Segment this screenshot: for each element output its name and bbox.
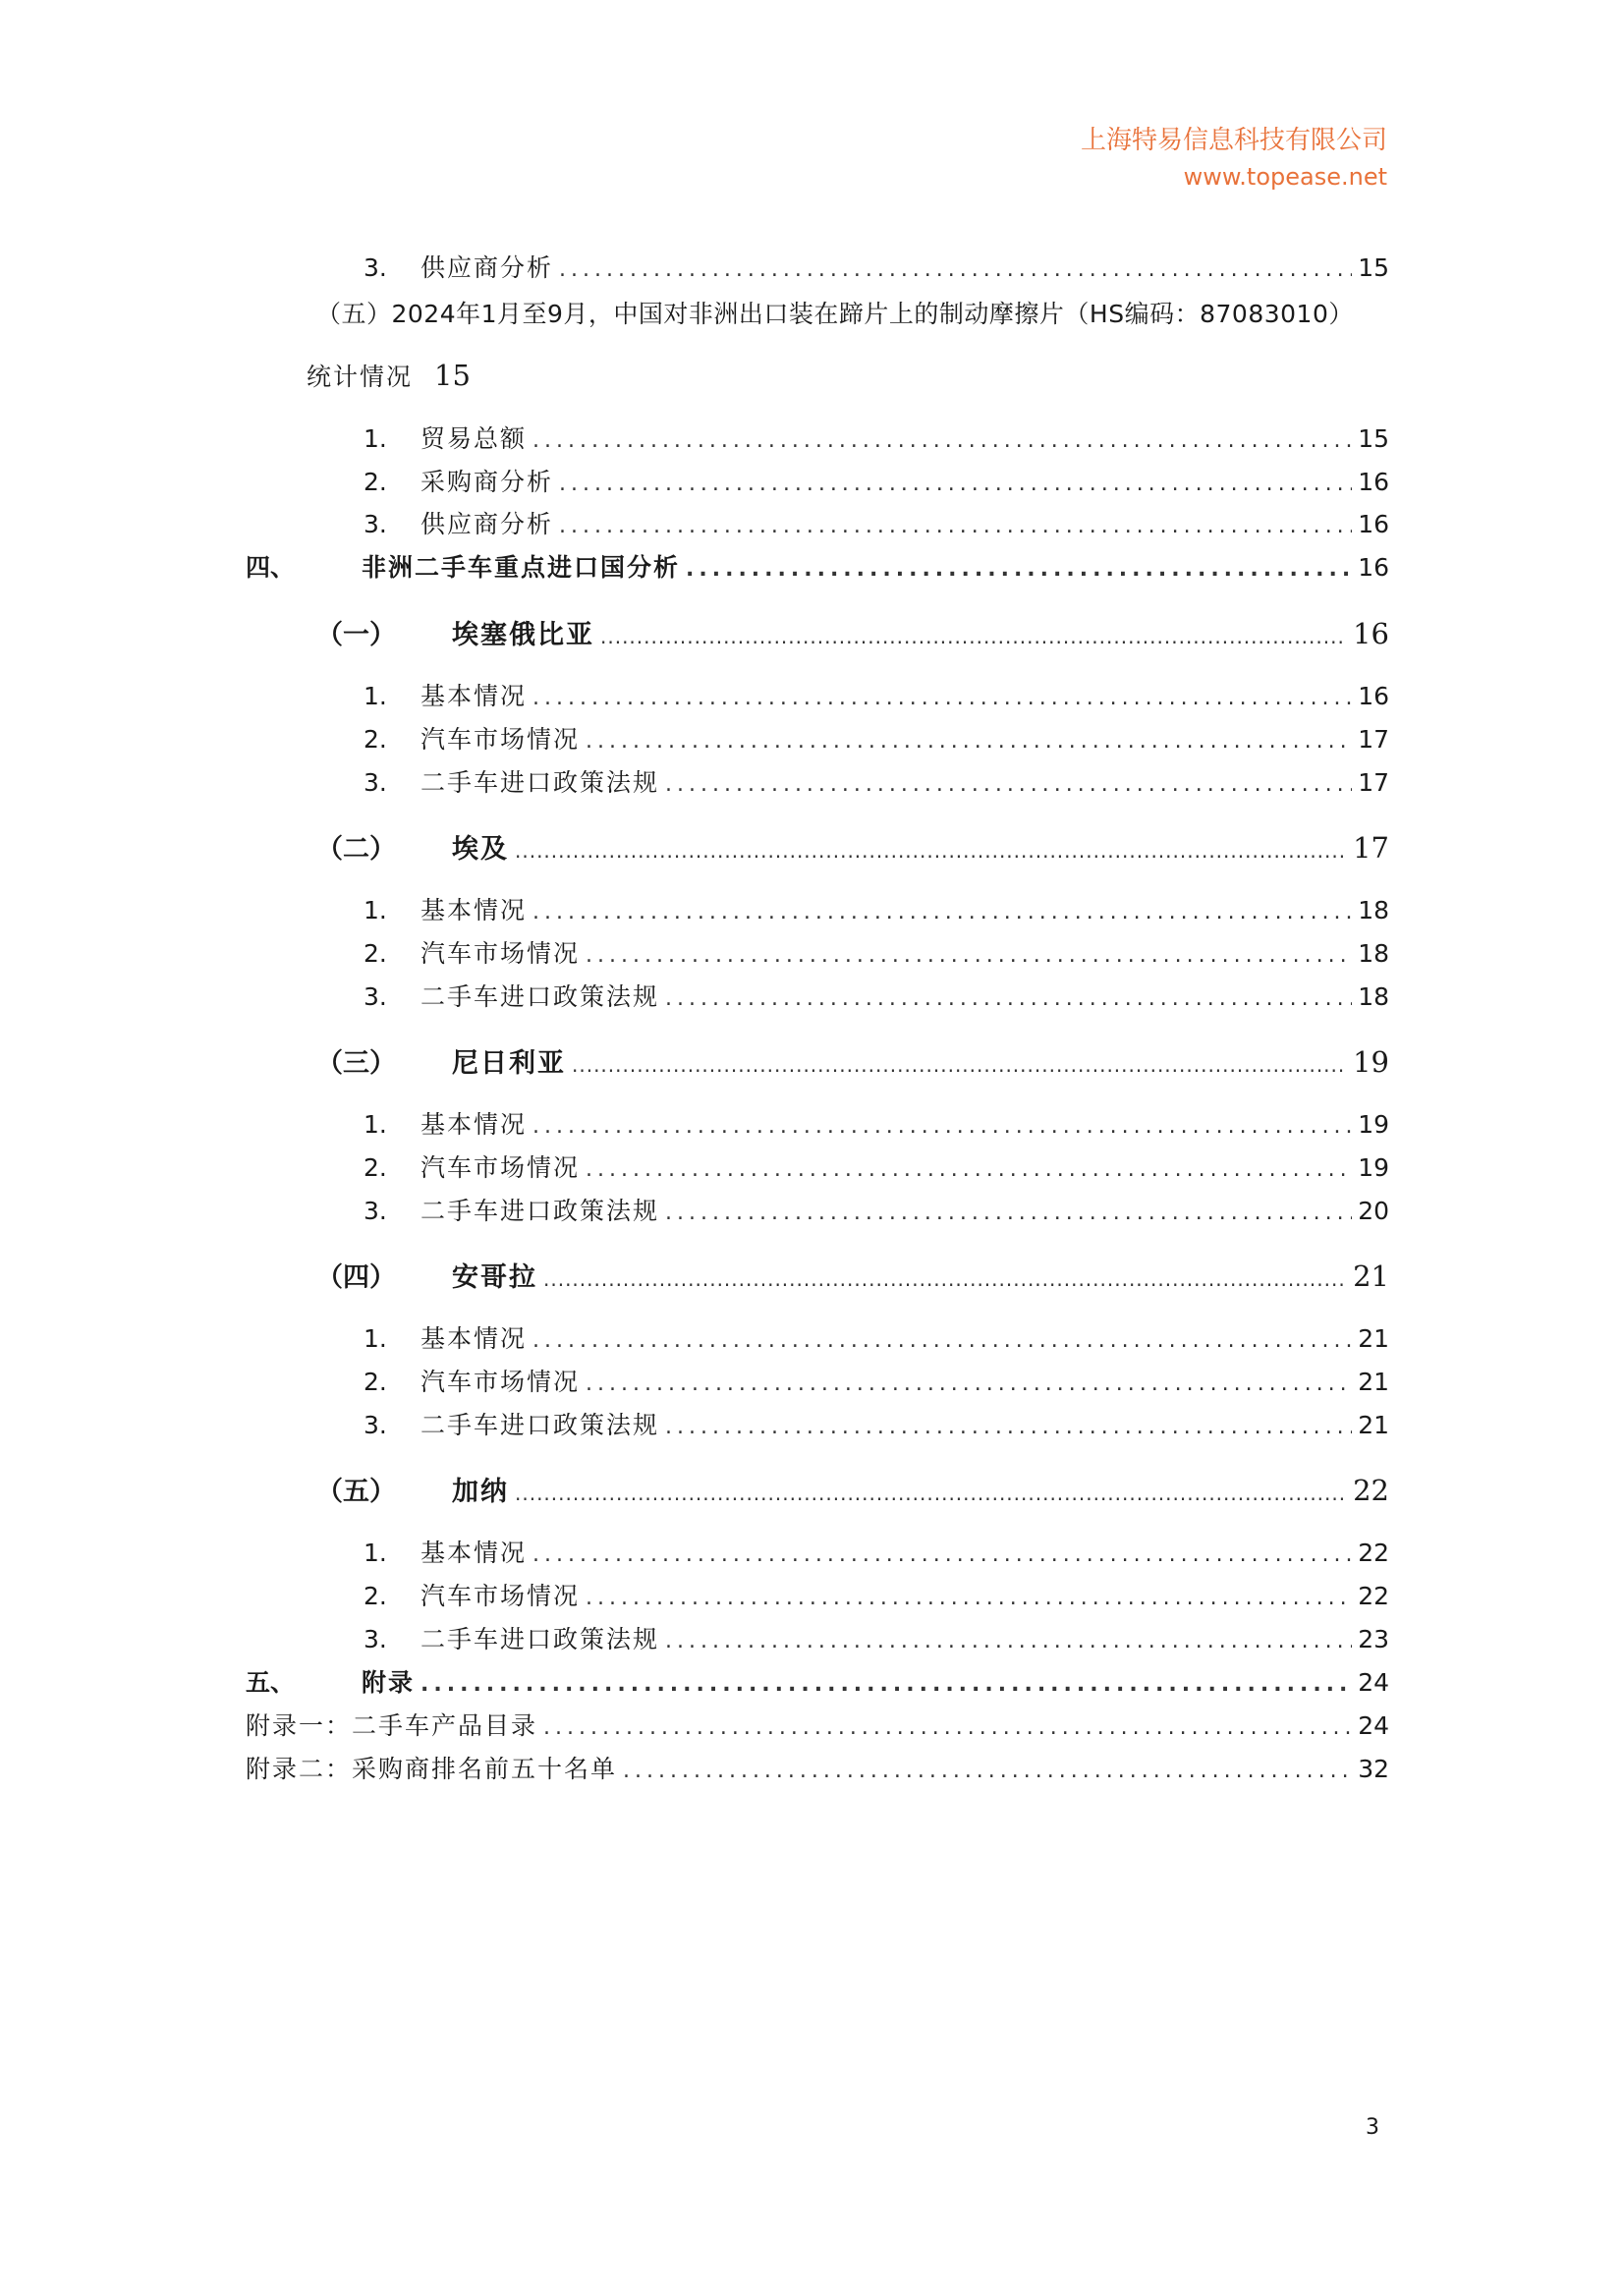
toc-entry-number: 2. bbox=[364, 1368, 387, 1396]
toc-section-number: （二） bbox=[316, 834, 396, 865]
dot-leader bbox=[532, 1328, 1352, 1353]
dot-leader bbox=[532, 428, 1352, 453]
toc-section[interactable] bbox=[316, 1470, 1389, 1509]
toc-entry[interactable] bbox=[364, 1192, 1389, 1231]
dot-leader bbox=[600, 625, 1347, 648]
dot-leader bbox=[420, 1672, 1352, 1697]
toc-entry-page: 20 bbox=[1358, 1197, 1389, 1225]
dot-leader bbox=[665, 1415, 1352, 1439]
toc-entry[interactable] bbox=[364, 420, 1389, 459]
toc-section-page: 21 bbox=[1353, 1260, 1389, 1293]
toc-entry-label: 二手车进口政策法规 bbox=[420, 1197, 660, 1225]
toc-entry-label: 基本情况 bbox=[420, 1324, 528, 1353]
dot-leader bbox=[532, 686, 1352, 710]
toc-chapter-label: 附录 bbox=[362, 1668, 416, 1697]
toc-entry-number: 2. bbox=[364, 1153, 387, 1182]
toc-entry-label: 基本情况 bbox=[420, 896, 528, 924]
toc-appendix-label: 附录二：采购商排名前五十名单 bbox=[246, 1755, 618, 1783]
toc-entry-label: 二手车进口政策法规 bbox=[420, 768, 660, 797]
toc-entry-number: 3. bbox=[364, 768, 387, 797]
dot-leader bbox=[586, 1372, 1352, 1396]
dot-leader bbox=[623, 1759, 1352, 1783]
toc-entry-label: 基本情况 bbox=[420, 682, 528, 710]
dot-leader bbox=[532, 900, 1352, 924]
toc-section-label: 埃塞俄比亚 bbox=[452, 620, 594, 650]
toc-entry[interactable] bbox=[364, 720, 1389, 759]
toc-entry[interactable] bbox=[364, 891, 1389, 930]
dot-leader bbox=[559, 514, 1352, 538]
toc-entry[interactable] bbox=[364, 1620, 1389, 1659]
toc-entry-page: 17 bbox=[1358, 725, 1389, 754]
toc-section-number: （三） bbox=[316, 1048, 396, 1079]
toc-entry-number: 1. bbox=[364, 1324, 387, 1353]
toc-section-heading-line1[interactable]: （五）2024年1月至9月，中国对非洲出口装在蹄片上的制动摩擦片（HS编码：87083010） bbox=[316, 300, 1354, 328]
toc-section[interactable] bbox=[316, 827, 1389, 867]
toc-entry-label: 汽车市场情况 bbox=[420, 725, 581, 754]
toc-entry-page: 15 bbox=[1358, 253, 1389, 282]
page-number: 3 bbox=[1366, 2115, 1379, 2140]
toc-section-heading-line2[interactable] bbox=[307, 358, 471, 393]
toc-entry[interactable] bbox=[364, 1148, 1389, 1188]
toc-entry-page: 18 bbox=[1358, 896, 1389, 924]
toc-section-page: 16 bbox=[1353, 617, 1389, 650]
toc-entry[interactable] bbox=[364, 1105, 1389, 1145]
header-url[interactable]: www.topease.net bbox=[1183, 163, 1387, 191]
toc-entry-page: 22 bbox=[1358, 1582, 1389, 1610]
dot-leader bbox=[543, 1267, 1347, 1291]
toc-entry[interactable] bbox=[364, 1319, 1389, 1359]
toc-section-page: 17 bbox=[1353, 831, 1389, 865]
dot-leader bbox=[665, 1629, 1352, 1653]
toc-chapter-number: 五、 bbox=[246, 1668, 296, 1697]
toc-chapter-label: 非洲二手车重点进口国分析 bbox=[362, 553, 681, 582]
toc-entry[interactable] bbox=[364, 1406, 1389, 1445]
dot-leader bbox=[559, 472, 1352, 496]
toc-entry[interactable] bbox=[364, 934, 1389, 974]
toc-chapter[interactable] bbox=[246, 548, 1389, 588]
toc-section-number: （五） bbox=[316, 1477, 396, 1507]
toc-entry-page: 18 bbox=[1358, 982, 1389, 1011]
toc-entry-label: 统计情况 bbox=[307, 363, 414, 391]
toc-entry-page: 23 bbox=[1358, 1625, 1389, 1653]
toc-entry-page: 16 bbox=[1358, 510, 1389, 538]
toc-entry-label: 汽车市场情况 bbox=[420, 1153, 581, 1182]
toc-entry-number: 3. bbox=[364, 982, 387, 1011]
dot-leader bbox=[686, 557, 1352, 582]
toc-entry-page: 15 bbox=[434, 359, 471, 392]
toc-section-number: （一） bbox=[316, 620, 396, 650]
toc-entry-number: 3. bbox=[364, 510, 387, 538]
dot-leader bbox=[572, 1053, 1347, 1077]
toc-entry-label: 二手车进口政策法规 bbox=[420, 1625, 660, 1653]
toc-section[interactable] bbox=[316, 613, 1389, 652]
toc-section-label: 安哥拉 bbox=[452, 1262, 537, 1293]
dot-leader bbox=[586, 1157, 1352, 1182]
toc-entry-label: 供应商分析 bbox=[420, 253, 554, 282]
toc-entry-page: 21 bbox=[1358, 1411, 1389, 1439]
toc-chapter-number: 四、 bbox=[246, 553, 296, 582]
toc-appendix[interactable] bbox=[246, 1750, 1389, 1789]
dot-leader bbox=[515, 1482, 1347, 1505]
toc-section-page: 22 bbox=[1353, 1474, 1389, 1507]
toc-entry[interactable] bbox=[364, 677, 1389, 716]
toc-section-number: （四） bbox=[316, 1262, 396, 1293]
toc-chapter-page: 24 bbox=[1358, 1668, 1389, 1697]
toc-entry-page: 19 bbox=[1358, 1153, 1389, 1182]
dot-leader bbox=[665, 772, 1352, 797]
toc-appendix[interactable] bbox=[246, 1707, 1389, 1746]
dot-leader bbox=[665, 986, 1352, 1011]
toc-appendix-label: 附录一：二手车产品目录 bbox=[246, 1711, 538, 1740]
toc-section-label: 尼日利亚 bbox=[452, 1048, 566, 1079]
toc-entry-page: 19 bbox=[1358, 1110, 1389, 1139]
toc-section-page: 19 bbox=[1353, 1045, 1389, 1079]
toc-entry-label: 基本情况 bbox=[420, 1110, 528, 1139]
toc-entry[interactable] bbox=[364, 249, 1389, 288]
toc-entry-number: 3. bbox=[364, 1197, 387, 1225]
toc-section[interactable] bbox=[316, 1041, 1389, 1081]
toc-entry-label: 贸易总额 bbox=[420, 424, 528, 453]
toc-entry-page: 18 bbox=[1358, 939, 1389, 968]
toc-entry-label: 二手车进口政策法规 bbox=[420, 1411, 660, 1439]
dot-leader bbox=[559, 257, 1352, 282]
dot-leader bbox=[532, 1114, 1352, 1139]
toc-entry-label: 供应商分析 bbox=[420, 510, 554, 538]
toc-entry-number: 1. bbox=[364, 1110, 387, 1139]
toc-chapter-page: 16 bbox=[1358, 553, 1389, 582]
dot-leader bbox=[532, 1542, 1352, 1567]
toc-entry-label: 二手车进口政策法规 bbox=[420, 982, 660, 1011]
toc-entry-number: 3. bbox=[364, 1411, 387, 1439]
toc-entry-number: 3. bbox=[364, 1625, 387, 1653]
dot-leader bbox=[665, 1201, 1352, 1225]
toc-chapter[interactable] bbox=[246, 1663, 1389, 1703]
toc-entry-page: 16 bbox=[1358, 468, 1389, 496]
header-company: 上海特易信息科技有限公司 bbox=[1080, 126, 1387, 155]
toc-entry-label: 汽车市场情况 bbox=[420, 1368, 581, 1396]
toc-entry-number: 1. bbox=[364, 682, 387, 710]
toc-entry[interactable] bbox=[364, 1534, 1389, 1573]
toc-entry-number: 2. bbox=[364, 468, 387, 496]
toc-entry-page: 17 bbox=[1358, 768, 1389, 797]
toc-entry-page: 15 bbox=[1358, 424, 1389, 453]
toc-entry[interactable] bbox=[364, 463, 1389, 502]
toc-entry-page: 21 bbox=[1358, 1324, 1389, 1353]
toc-entry-label: 汽车市场情况 bbox=[420, 1582, 581, 1610]
toc-entry[interactable] bbox=[364, 978, 1389, 1017]
toc-appendix-page: 24 bbox=[1358, 1711, 1389, 1740]
dot-leader bbox=[515, 839, 1347, 863]
toc-entry-number: 2. bbox=[364, 725, 387, 754]
toc-entry-number: 1. bbox=[364, 424, 387, 453]
toc-entry[interactable] bbox=[364, 1363, 1389, 1402]
toc-entry-page: 16 bbox=[1358, 682, 1389, 710]
dot-leader bbox=[586, 1586, 1352, 1610]
toc-entry[interactable] bbox=[364, 1577, 1389, 1616]
toc-entry-number: 3. bbox=[364, 253, 387, 282]
toc-appendix-page: 32 bbox=[1358, 1755, 1389, 1783]
toc-entry-number: 1. bbox=[364, 1539, 387, 1567]
toc-entry-number: 2. bbox=[364, 1582, 387, 1610]
toc-entry[interactable] bbox=[364, 505, 1389, 544]
dot-leader bbox=[586, 729, 1352, 754]
toc-entry-number: 2. bbox=[364, 939, 387, 968]
toc-entry-label: 汽车市场情况 bbox=[420, 939, 581, 968]
dot-leader bbox=[543, 1715, 1352, 1740]
toc-entry[interactable] bbox=[364, 763, 1389, 803]
toc-section-label: 埃及 bbox=[452, 834, 509, 865]
dot-leader bbox=[586, 943, 1352, 968]
toc-entry-number: 1. bbox=[364, 896, 387, 924]
toc-entry-label: 基本情况 bbox=[420, 1539, 528, 1567]
toc-entry-page: 21 bbox=[1358, 1368, 1389, 1396]
toc-entry-page: 22 bbox=[1358, 1539, 1389, 1567]
toc-section-label: 加纳 bbox=[452, 1477, 509, 1507]
toc-entry-label: 采购商分析 bbox=[420, 468, 554, 496]
toc-section[interactable] bbox=[316, 1256, 1389, 1295]
